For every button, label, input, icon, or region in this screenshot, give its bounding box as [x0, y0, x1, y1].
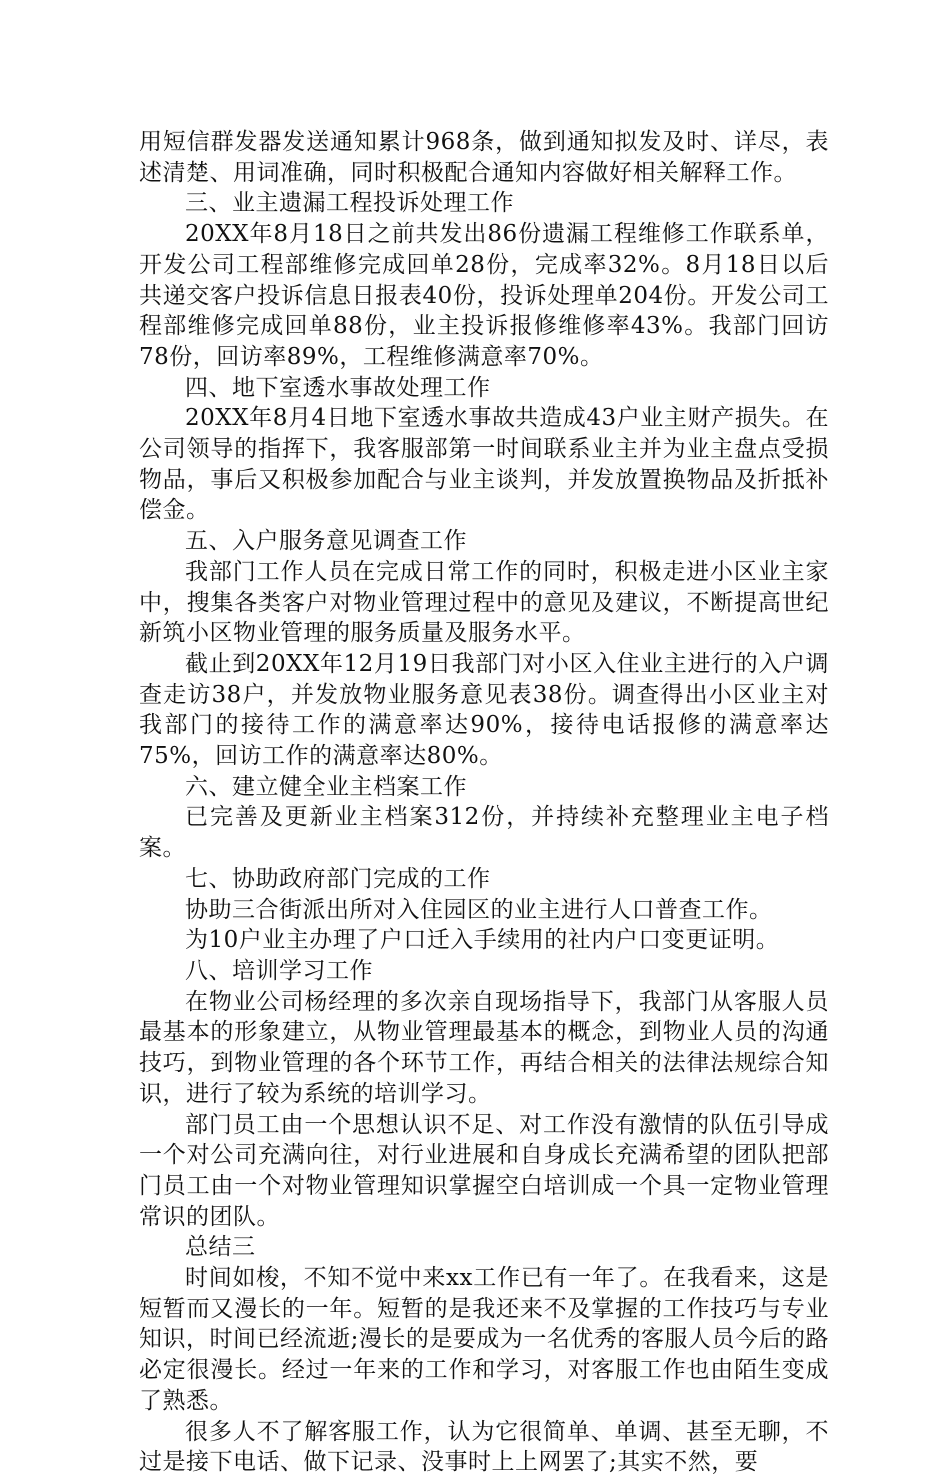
heading-section-3: 三、业主遗漏工程投诉处理工作: [185, 190, 514, 217]
heading-section-6: 六、建立健全业主档案工作: [185, 773, 467, 800]
heading-summary-3: 总结三: [185, 1234, 256, 1261]
paragraph-basement-leak: 20XX年8月4日地下室透水事故共造成43户业主财产损失。在公司领导的指挥下，我客服部第一时间联系业主并为业主盘点受损物品，事后又积极参加配合与业主谈判，并发放置换物品及折抵补偿金。: [139, 405, 829, 524]
heading-section-8: 八、培训学习工作: [185, 957, 373, 984]
paragraph-survey-intro: 我部门工作人员在完成日常工作的同时，积极走进小区业主家中，搜集各类客户对物业管理过程中的意见及建议，不断提高世纪新筑小区物业管理的服务质量及服务水平。: [139, 558, 829, 647]
paragraph-sms-notice: 用短信群发器发送通知累计968条，做到通知拟发及时、详尽，表述清楚、用词准确，同时积极配合通知内容做好相关解释工作。: [139, 129, 829, 186]
paragraph-customer-service: 很多人不了解客服工作，认为它很简单、单调、甚至无聊，不过是接下电话、做下记录、没事时上上网罢了;其实不然，要: [139, 1418, 829, 1476]
paragraph-training: 在物业公司杨经理的多次亲自现场指导下，我部门从客服人员最基本的形象建立，从物业管理最基本的概念，到物业人员的沟通技巧，到物业管理的各个环节工作，再结合相关的法律法规综合知识，进行了较为系统的培训学习。: [139, 988, 829, 1107]
paragraph-owner-archives: 已完善及更新业主档案312份，并持续补充整理业主电子档案。: [139, 804, 829, 862]
paragraph-household-registration: 为10户业主办理了户口迁入手续用的社内户口变更证明。: [185, 927, 780, 954]
paragraph-census: 协助三合街派出所对入住园区的业主进行人口普查工作。: [185, 896, 773, 923]
document-body: [139, 127, 829, 1478]
heading-section-4: 四、地下室透水事故处理工作: [185, 374, 491, 401]
paragraph-one-year: 时间如梭，不知不觉中来xx工作已有一年了。在我看来，这是短暂而又漫长的一年。短暂的是我还来不及掌握的工作技巧与专业知识，时间已经流逝;漫长的是要成为一名优秀的客服人员今后的路必定很漫长。经过一年来的工作和学习，对客服工作也由陌生变成了熟悉。: [139, 1265, 829, 1414]
heading-section-7: 七、协助政府部门完成的工作: [185, 865, 491, 892]
paragraph-team-growth: 部门员工由一个思想认识不足、对工作没有激情的队伍引导成一个对公司充满向往，对行业进展和自身成长充满希望的团队把部门员工由一个对物业管理知识掌握空白培训成一个具一定物业管理常识的团队。: [139, 1111, 829, 1230]
heading-section-5: 五、入户服务意见调查工作: [185, 528, 467, 555]
paragraph-engineering-complaints: 20XX年8月18日之前共发出86份遗漏工程维修工作联系单，开发公司工程部维修完成回单28份，完成率32%。8月18日以后共递交客户投诉信息日报表40份，投诉处理单204份。开发公司工程部维修完成回单88份，业主投诉报修维修率43%。我部门回访78份，回访率89%，工程维修满意率70%。: [139, 221, 829, 370]
paragraph-survey-results: 截止到20XX年12月19日我部门对小区入住业主进行的入户调查走访38户，并发放物业服务意见表38份。调查得出小区业主对我部门的接待工作的满意率达90%，接待电话报修的满意率达75%，回访工作的满意率达80%。: [139, 650, 829, 770]
